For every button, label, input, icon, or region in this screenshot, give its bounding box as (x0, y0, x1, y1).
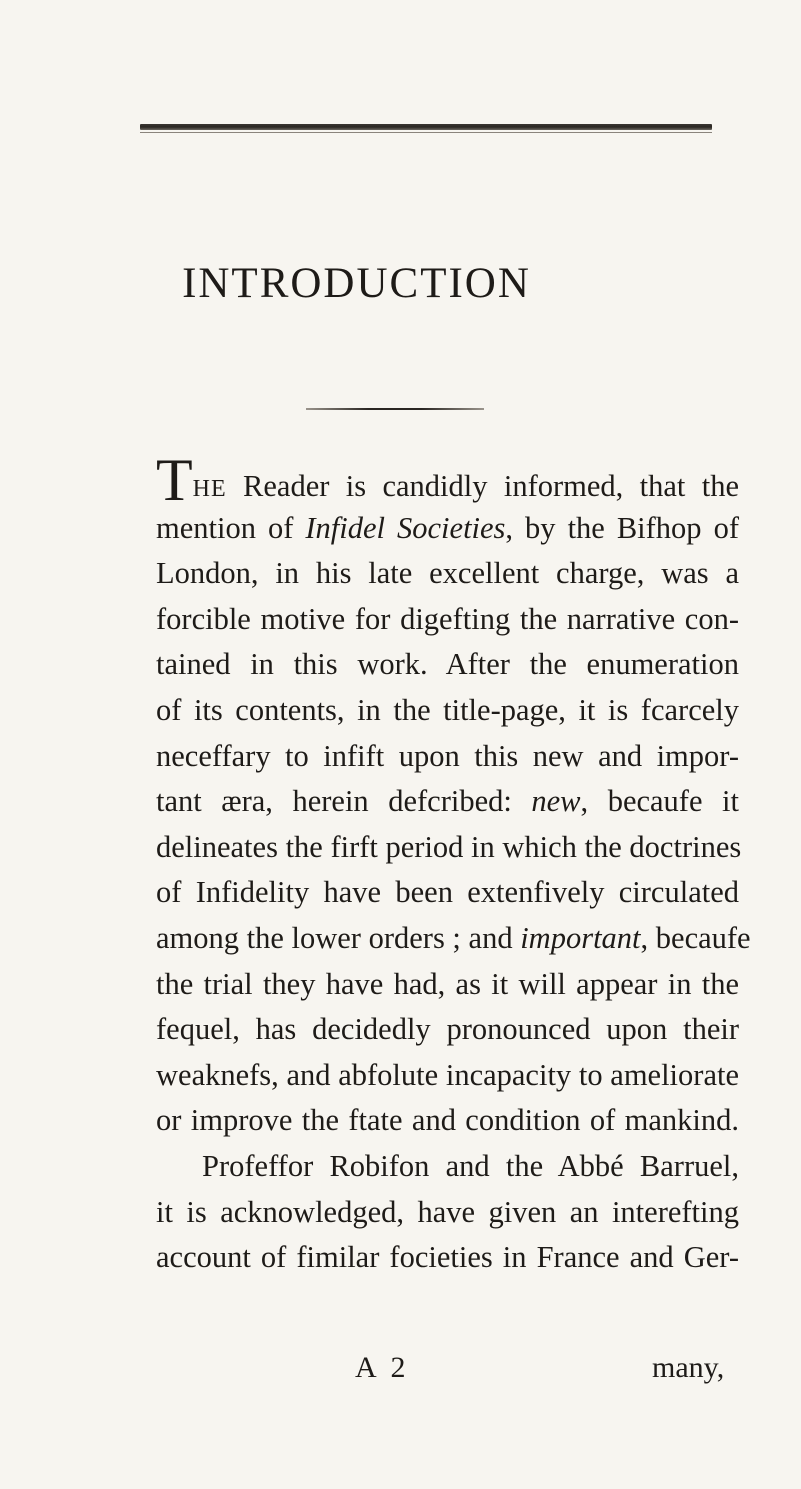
page-footer (0, 1351, 801, 1391)
catchword: many, (652, 1351, 725, 1384)
text-line: fequel, has decidedly pronounced upon their (156, 1012, 739, 1047)
signature-mark: A 2 (355, 1351, 410, 1384)
text-line: account of fimilar focieties in France and Ger- (156, 1240, 739, 1275)
text-line: neceffary to infift upon this new and impor- (156, 738, 739, 773)
drop-cap: T (156, 447, 193, 513)
text-line: among the lower orders ; and important, becaufe (156, 920, 751, 955)
text-line: of Infidelity have been extenfively circulated (156, 875, 739, 910)
text-line: Profeffor Robifon and the Abbé Barruel, (202, 1148, 739, 1183)
text-line: THE Reader is candidly informed, that the (156, 447, 739, 513)
text-line: tant æra, herein defcribed: new, becaufe it (156, 784, 739, 819)
text-line: it is acknowledged, have given an interefting (156, 1194, 739, 1229)
text-line: mention of Infidel Societies, by the Bifhop of (156, 510, 739, 545)
text-line: delineates the firft period in which the doctrines (156, 829, 742, 864)
text-line: the trial they have had, as it will appear in the (156, 966, 739, 1001)
text-line: forcible motive for digefting the narrative con- (156, 601, 739, 636)
introduction-paragraph (156, 447, 751, 1281)
text-line: of its contents, in the title-page, it is fcarcely (156, 692, 739, 727)
italic-phrase: important (520, 920, 641, 955)
header-rule-thin (140, 132, 712, 133)
header-rule (140, 124, 712, 130)
text-line: tained in this work. After the enumeration (156, 647, 739, 682)
italic-phrase: Infidel Societies (305, 510, 506, 545)
text-line: London, in his late excellent charge, was a (156, 556, 739, 591)
text-line: or improve the ftate and condition of mankind. (156, 1103, 739, 1138)
chapter-title: INTRODUCTION (182, 260, 531, 307)
italic-phrase: new (531, 784, 581, 819)
text-line: weaknefs, and abfolute incapacity to ameliorate (156, 1057, 739, 1092)
first-word-small-caps: HE (192, 476, 227, 502)
title-divider (306, 408, 484, 410)
